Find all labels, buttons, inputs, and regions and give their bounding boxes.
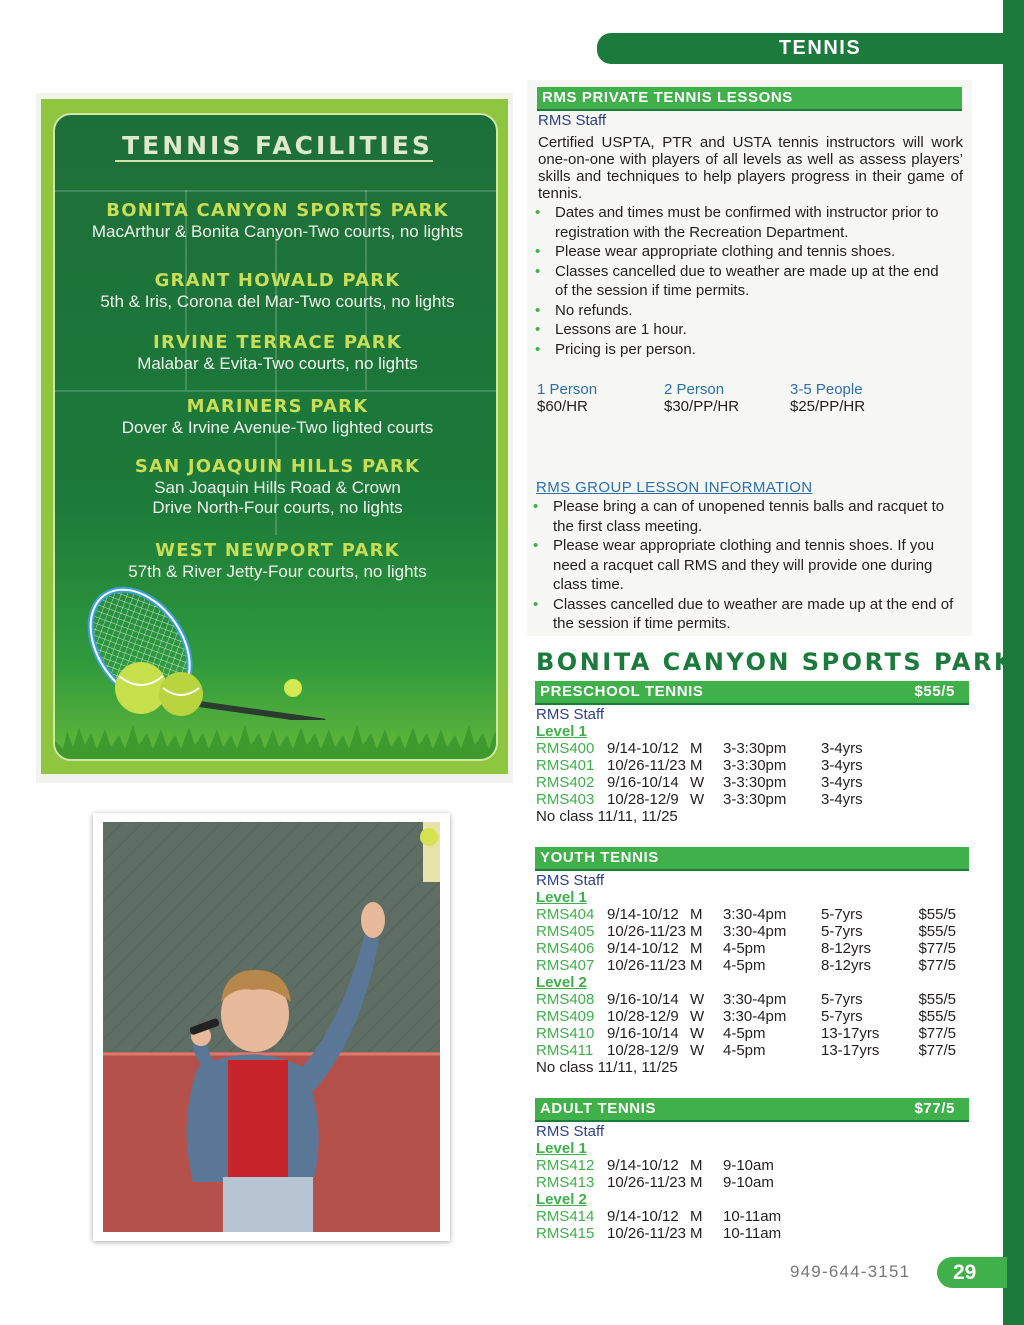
- park-description: Drive North-Four courts, no lights: [152, 498, 403, 517]
- level-label: Level 1: [536, 1140, 587, 1157]
- page-number: 29: [937, 1257, 1007, 1288]
- course-day: W: [690, 1008, 705, 1025]
- private-lessons-staff: RMS Staff: [538, 112, 607, 129]
- course-age: 5-7yrs: [821, 923, 863, 940]
- staff-row: [536, 706, 966, 723]
- course-day: M: [690, 757, 703, 774]
- course-fee: $77/5: [918, 957, 956, 974]
- course-time: 4-5pm: [723, 940, 766, 957]
- table-row: [536, 1174, 966, 1191]
- schedule-note: No class 11/11, 11/25: [536, 808, 678, 825]
- course-day: M: [690, 1174, 703, 1191]
- private-lessons-description: Certified USPTA, PTR and USTA tennis instructors will work one-on-one with players of all levels as well as assess players’ skills and techniques to help players progress in their game of tennis.: [538, 134, 963, 202]
- table-row: [536, 923, 966, 940]
- private-lessons-pricing: [537, 381, 937, 417]
- list-item: • Dates and times must be confirmed with instructor prior to registration with the Recreation Department.: [534, 203, 954, 242]
- pricing-3-5-people: [790, 381, 920, 415]
- preschool-title-bar: [535, 681, 969, 703]
- course-time: 4-5pm: [723, 957, 766, 974]
- course-code: RMS415: [536, 1225, 595, 1242]
- list-item: • Please bring a can of unopened tennis balls and racquet to the first class meeting.: [532, 497, 967, 536]
- course-dates: 9/14-10/12: [607, 940, 679, 957]
- pricing-label: 2 Person: [664, 381, 725, 398]
- course-dates: 9/14-10/12: [607, 906, 679, 923]
- level-label: Level 1: [536, 889, 587, 906]
- course-dates: 10/26-11/23: [607, 957, 686, 974]
- level-row: [536, 889, 966, 906]
- park-name: IRVINE TERRACE PARK: [153, 332, 402, 353]
- course-dates: 9/16-10/14: [607, 774, 679, 791]
- course-dates: 9/14-10/12: [607, 740, 679, 757]
- course-dates: 9/14-10/12: [607, 1157, 679, 1174]
- course-age: 5-7yrs: [821, 906, 863, 923]
- staff-row: [536, 872, 966, 889]
- poster-title: TENNIS FACILITIES: [122, 131, 433, 160]
- table-row: [536, 740, 966, 757]
- table-row: [536, 1025, 966, 1042]
- park-heading: BONITA CANYON SPORTS PARK: [536, 648, 1016, 676]
- course-code: RMS406: [536, 940, 595, 957]
- course-day: M: [690, 740, 703, 757]
- course-age: 13-17yrs: [821, 1042, 880, 1059]
- adult-title-bar: [535, 1098, 969, 1120]
- section-header-tab: TENNIS: [597, 33, 1003, 64]
- private-lessons-bullets: [534, 203, 954, 359]
- course-dates: 9/16-10/14: [607, 991, 679, 1008]
- pricing-label: 3-5 People: [790, 381, 863, 398]
- table-row: [536, 906, 966, 923]
- course-code: RMS401: [536, 757, 595, 774]
- course-day: M: [690, 1208, 703, 1225]
- level-row: [536, 974, 966, 991]
- table-row: [536, 1042, 966, 1059]
- level-row: [536, 1191, 966, 1208]
- course-age: 3-4yrs: [821, 757, 863, 774]
- park-name: BONITA CANYON SPORTS PARK: [106, 200, 449, 221]
- course-dates: 10/26-11/23: [607, 757, 686, 774]
- facilities-poster: [53, 113, 498, 761]
- course-time: 3-3:30pm: [723, 791, 787, 808]
- park-description: 57th & River Jetty-Four courts, no lights: [128, 562, 427, 581]
- boy-playing-tennis-photo: [103, 822, 440, 1232]
- course-age: 8-12yrs: [821, 940, 872, 957]
- course-age: 5-7yrs: [821, 991, 863, 1008]
- course-time: 9-10am: [723, 1174, 774, 1191]
- youth-title-bar: [535, 847, 969, 869]
- course-time: 9-10am: [723, 1157, 774, 1174]
- course-day: W: [690, 1025, 705, 1042]
- table-row: [536, 791, 966, 808]
- note-row: [536, 808, 966, 825]
- course-dates: 10/26-11/23: [607, 1225, 686, 1242]
- course-age: 3-4yrs: [821, 774, 863, 791]
- course-dates: 10/28-12/9: [607, 1042, 679, 1059]
- list-item: • Lessons are 1 hour.: [534, 320, 954, 340]
- course-fee: $55/5: [918, 1008, 956, 1025]
- photo-illustration: [103, 822, 440, 1232]
- title-bar-rule: [537, 109, 962, 111]
- course-day: M: [690, 1225, 703, 1242]
- course-code: RMS412: [536, 1157, 595, 1174]
- course-code: RMS400: [536, 740, 595, 757]
- course-day: W: [690, 774, 705, 791]
- youth-schedule: [536, 872, 966, 1076]
- level-label: Level 2: [536, 974, 587, 991]
- course-day: M: [690, 940, 703, 957]
- course-dates: 10/26-11/23: [607, 923, 686, 940]
- course-time: 3-3:30pm: [723, 774, 787, 791]
- table-row: [536, 1008, 966, 1025]
- adult-schedule: [536, 1123, 966, 1242]
- course-time: 4-5pm: [723, 1025, 766, 1042]
- park-name: WEST NEWPORT PARK: [155, 540, 400, 561]
- course-code: RMS409: [536, 1008, 595, 1025]
- park-bonita-canyon: [55, 200, 498, 242]
- poster-title-rule: [115, 160, 433, 162]
- course-fee: $55/5: [918, 923, 956, 940]
- course-day: W: [690, 791, 705, 808]
- list-item: • Classes cancelled due to weather are made up at the end of the session if time permits.: [532, 595, 967, 634]
- table-row: [536, 940, 966, 957]
- course-time: 3-3:30pm: [723, 740, 787, 757]
- course-code: RMS405: [536, 923, 595, 940]
- course-age: 5-7yrs: [821, 1008, 863, 1025]
- preschool-schedule: [536, 706, 966, 825]
- adult-price: $77/5: [914, 1100, 955, 1117]
- private-lessons-title: RMS PRIVATE TENNIS LESSONS: [542, 89, 793, 106]
- course-day: M: [690, 906, 703, 923]
- course-fee: $55/5: [918, 906, 956, 923]
- course-time: 10-11am: [723, 1208, 782, 1225]
- staff-label: RMS Staff: [536, 872, 605, 889]
- park-mariners: [55, 396, 498, 438]
- park-description: Dover & Irvine Avenue-Two lighted courts: [121, 418, 434, 437]
- title-bar-rule: [535, 703, 969, 705]
- table-row: [536, 991, 966, 1008]
- phone-number: 949-644-3151: [790, 1262, 911, 1281]
- course-dates: 9/14-10/12: [607, 1208, 679, 1225]
- pricing-2-person: [664, 381, 794, 415]
- course-code: RMS402: [536, 774, 595, 791]
- park-description: 5th & Iris, Corona del Mar-Two courts, no lights: [100, 292, 455, 311]
- pricing-label: 1 Person: [537, 381, 598, 398]
- preschool-price: $55/5: [914, 683, 955, 700]
- youth-title: YOUTH TENNIS: [540, 849, 659, 866]
- course-fee: $77/5: [918, 940, 956, 957]
- park-irvine-terrace: [55, 332, 498, 374]
- course-code: RMS403: [536, 791, 595, 808]
- group-lesson-title: RMS GROUP LESSON INFORMATION: [536, 479, 813, 496]
- course-code: RMS407: [536, 957, 595, 974]
- level-label: Level 1: [536, 723, 587, 740]
- course-age: 8-12yrs: [821, 957, 872, 974]
- course-day: M: [690, 957, 703, 974]
- grass-illustration: [55, 719, 498, 759]
- course-age: 13-17yrs: [821, 1025, 880, 1042]
- park-description: San Joaquin Hills Road & Crown: [154, 478, 401, 497]
- court-line: [55, 190, 498, 192]
- course-dates: 10/28-12/9: [607, 1008, 679, 1025]
- staff-label: RMS Staff: [536, 706, 605, 723]
- level-label: Level 2: [536, 1191, 587, 1208]
- schedule-note: No class 11/11, 11/25: [536, 1059, 678, 1076]
- park-name: SAN JOAQUIN HILLS PARK: [134, 456, 421, 477]
- course-code: RMS410: [536, 1025, 595, 1042]
- park-grant-howald: [55, 270, 498, 312]
- title-bar-rule: [535, 1120, 969, 1122]
- course-time: 3:30-4pm: [723, 1008, 787, 1025]
- note-row: [536, 1059, 966, 1076]
- adult-title: ADULT TENNIS: [540, 1100, 657, 1117]
- course-day: M: [690, 923, 703, 940]
- course-day: M: [690, 1157, 703, 1174]
- course-dates: 10/26-11/23: [607, 1174, 686, 1191]
- course-code: RMS408: [536, 991, 595, 1008]
- park-san-joaquin-hills: [55, 456, 498, 518]
- level-row: [536, 1140, 966, 1157]
- course-fee: $77/5: [918, 1042, 956, 1059]
- course-time: 3:30-4pm: [723, 991, 787, 1008]
- group-lesson-bullets: [532, 497, 967, 634]
- pricing-1-person: [537, 381, 667, 415]
- level-row: [536, 723, 966, 740]
- park-name: MARINERS PARK: [186, 396, 369, 417]
- park-name: GRANT HOWALD PARK: [154, 270, 401, 291]
- table-row: [536, 757, 966, 774]
- course-time: 10-11am: [723, 1225, 782, 1242]
- table-row: [536, 1208, 966, 1225]
- course-dates: 10/28-12/9: [607, 791, 679, 808]
- private-lessons-title-bar: [537, 87, 962, 109]
- course-time: 3-3:30pm: [723, 757, 787, 774]
- course-day: W: [690, 1042, 705, 1059]
- list-item: • Please wear appropriate clothing and tennis shoes.: [534, 242, 954, 262]
- table-row: [536, 774, 966, 791]
- course-age: 3-4yrs: [821, 791, 863, 808]
- course-time: 3:30-4pm: [723, 906, 787, 923]
- course-time: 3:30-4pm: [723, 923, 787, 940]
- list-item: • Pricing is per person.: [534, 340, 954, 360]
- course-fee: $55/5: [918, 991, 956, 1008]
- course-code: RMS411: [536, 1042, 594, 1059]
- pricing-value: $30/PP/HR: [664, 398, 740, 415]
- list-item: • Classes cancelled due to weather are made up at the end of the session if time permits.: [534, 262, 954, 301]
- course-day: W: [690, 991, 705, 1008]
- park-description: Malabar & Evita-Two courts, no lights: [137, 354, 418, 373]
- course-fee: $77/5: [918, 1025, 956, 1042]
- table-row: [536, 1225, 966, 1242]
- title-bar-rule: [535, 869, 969, 871]
- pricing-value: $60/HR: [537, 398, 588, 415]
- park-description: MacArthur & Bonita Canyon-Two courts, no lights: [91, 222, 464, 241]
- table-row: [536, 1157, 966, 1174]
- preschool-title: PRESCHOOL TENNIS: [540, 683, 704, 700]
- course-code: RMS414: [536, 1208, 595, 1225]
- staff-label: RMS Staff: [536, 1123, 605, 1140]
- list-item: • No refunds.: [534, 301, 954, 321]
- course-dates: 9/16-10/14: [607, 1025, 679, 1042]
- pricing-value: $25/PP/HR: [790, 398, 866, 415]
- course-code: RMS404: [536, 906, 595, 923]
- tennis-racket-illustration: [83, 570, 333, 720]
- list-item: • Please wear appropriate clothing and tennis shoes. If you need a racquet call RMS and they will provide one during class time.: [532, 536, 967, 595]
- staff-row: [536, 1123, 966, 1140]
- course-age: 3-4yrs: [821, 740, 863, 757]
- course-code: RMS413: [536, 1174, 595, 1191]
- course-time: 4-5pm: [723, 1042, 766, 1059]
- table-row: [536, 957, 966, 974]
